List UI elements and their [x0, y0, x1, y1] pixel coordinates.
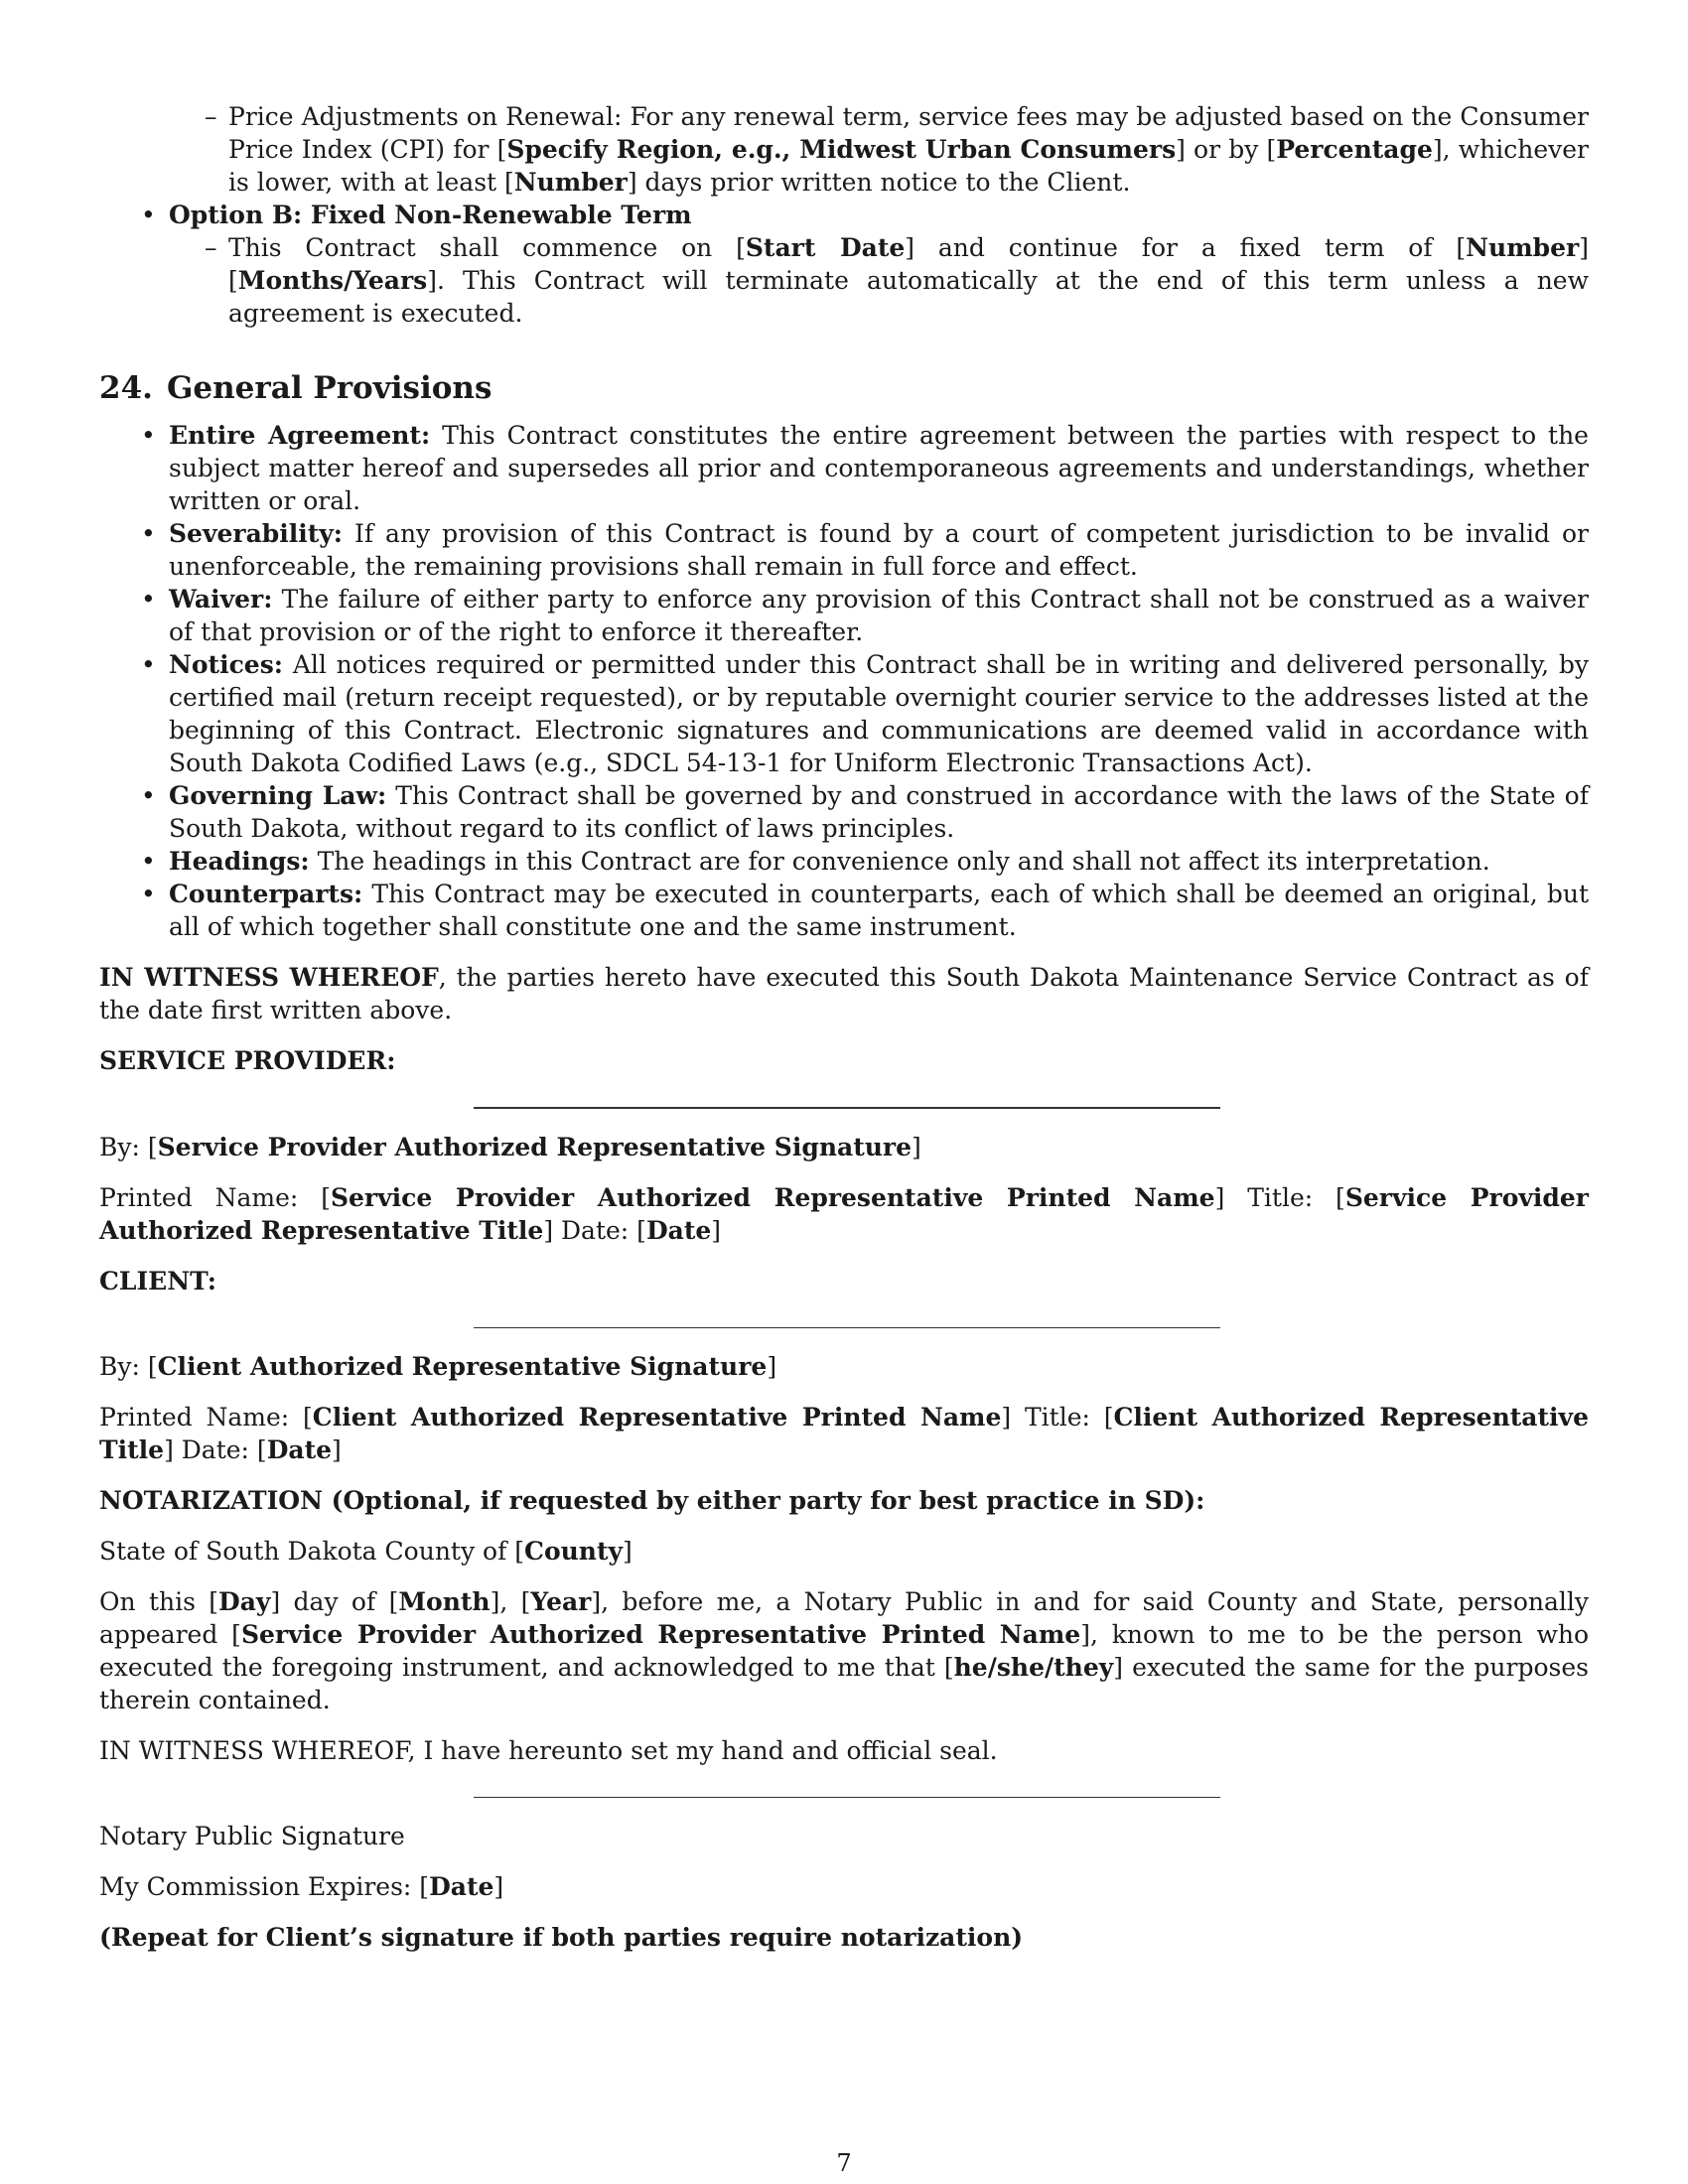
witness-paragraph: IN WITNESS WHEREOF, the parties hereto have executed this South Dakota Maintenance Service Contract as of the date first written above. — [99, 963, 1589, 1024]
bullet-marker: • — [141, 585, 156, 614]
client-signature-line[interactable] — [474, 1327, 1220, 1328]
dash-marker: – — [205, 102, 217, 131]
notary-heading: NOTARIZATION (Optional, if requested by either party for best practice in SD): — [99, 1486, 1205, 1515]
notary-signature-label: Notary Public Signature — [99, 1822, 405, 1850]
page-number: 7 — [836, 2149, 852, 2177]
bullet-marker: • — [141, 519, 156, 548]
price-adjust-label: Price Adjustments on Renewal: — [228, 102, 623, 131]
section-heading — [99, 368, 1589, 408]
section-number: 24. — [99, 370, 153, 406]
price-adjustment-item: – Price Adjustments on Renewal: For any renewal term, service fees may be adjusted based on the Consumer Price Index (CPI) for [Specify Region, e.g., Midwest Urban Consumers] or by [Percentage], whichever is lower, with at least [Number] days prior written notice to the Client. — [205, 102, 1590, 197]
list-item: • Entire Agreement: This Contract constitutes the entire agreement between the parties with respect to the subject matter hereof and supersedes all prior and contemporaneous agreements and understandings, whether written or oral. — [141, 421, 1589, 515]
bullet-marker: • — [141, 880, 156, 908]
bullet-marker: • — [141, 421, 156, 450]
list-item: • Notices: All notices required or permitted under this Contract shall be in writing and delivered personally, by certified mail (return receipt requested), or by reputable overnight courier service to the addresses listed at the beginning of this Contract. Electronic signatures and communications are deemed valid in accordance with South Dakota Codified Laws (e.g., SDCL 54-13-1 for Uniform Electronic Transactions Act). — [141, 650, 1589, 777]
commission-expires-line: My Commission Expires: [Date] — [99, 1872, 504, 1901]
client-by-line: By: [Client Authorized Representative Signature] — [99, 1352, 777, 1381]
provider-by-line: By: [Service Provider Authorized Representative Signature] — [99, 1133, 921, 1161]
option-b-item — [99, 199, 1589, 231]
repeat-note: (Repeat for Client’s signature if both parties require notarization) — [99, 1923, 1024, 1952]
page-content — [99, 100, 1589, 1954]
notary-acknowledgment: On this [Day] day of [Month], [Year], before me, a Notary Public in and for said County and State, personally appeared [Service Provider Authorized Representative Printed Name], known to me to be the person who executed the foregoing instrument, and acknowledged to me that [he/she/they] executed the same for the purposes therein contained. — [99, 1587, 1590, 1714]
notary-state-line: State of South Dakota County of [County] — [99, 1537, 633, 1566]
bullet-marker: • — [141, 650, 156, 679]
provider-signature-line[interactable] — [474, 1107, 1220, 1109]
notary-witness-line: IN WITNESS WHEREOF, I have hereunto set my hand and official seal. — [99, 1736, 998, 1765]
client-heading: CLIENT: — [99, 1267, 217, 1296]
section-title: General Provisions — [166, 370, 492, 406]
provider-heading: SERVICE PROVIDER: — [99, 1046, 396, 1075]
option-b-label: Option B: Fixed Non-Renewable Term — [169, 201, 692, 229]
provider-name-line: Printed Name: [Service Provider Authorized Representative Printed Name] Title: [Service Provider Authorized Representative Title] Date: [Date] — [99, 1183, 1589, 1245]
dash-marker: – — [205, 233, 217, 262]
notary-signature-line[interactable] — [474, 1797, 1220, 1798]
list-item: • Waiver: The failure of either party to enforce any provision of this Contract shall not be construed as a waiver of that provision or of the right to enforce it thereafter. — [141, 585, 1589, 646]
option-b-detail: – This Contract shall commence on [Start Date] and continue for a fixed term of [Number] [Months/Years]. This Contract will terminate automatically at the end of this term unless a new agreement is executed. — [205, 233, 1589, 328]
list-item: • Counterparts: This Contract may be executed in counterparts, each of which shall be deemed an original, but all of which together shall constitute one and the same instrument. — [141, 880, 1589, 941]
general-provisions-list — [99, 419, 1589, 943]
list-item: • Headings: The headings in this Contract are for convenience only and shall not affect its interpretation. — [141, 847, 1490, 876]
list-item: • Governing Law: This Contract shall be governed by and construed in accordance with the laws of the State of South Dakota, without regard to its conflict of laws principles. — [141, 781, 1589, 843]
bullet-marker: • — [141, 781, 156, 810]
client-name-line: Printed Name: [Client Authorized Representative Printed Name] Title: [Client Authorized Representative Title] Date: [Date] — [99, 1403, 1589, 1464]
bullet-marker: • — [141, 847, 156, 876]
list-item: • Severability: If any provision of this Contract is found by a court of competent jurisdiction to be invalid or unenforceable, the remaining provisions shall remain in full force and effect. — [141, 519, 1589, 581]
bullet-marker: • — [141, 201, 156, 229]
